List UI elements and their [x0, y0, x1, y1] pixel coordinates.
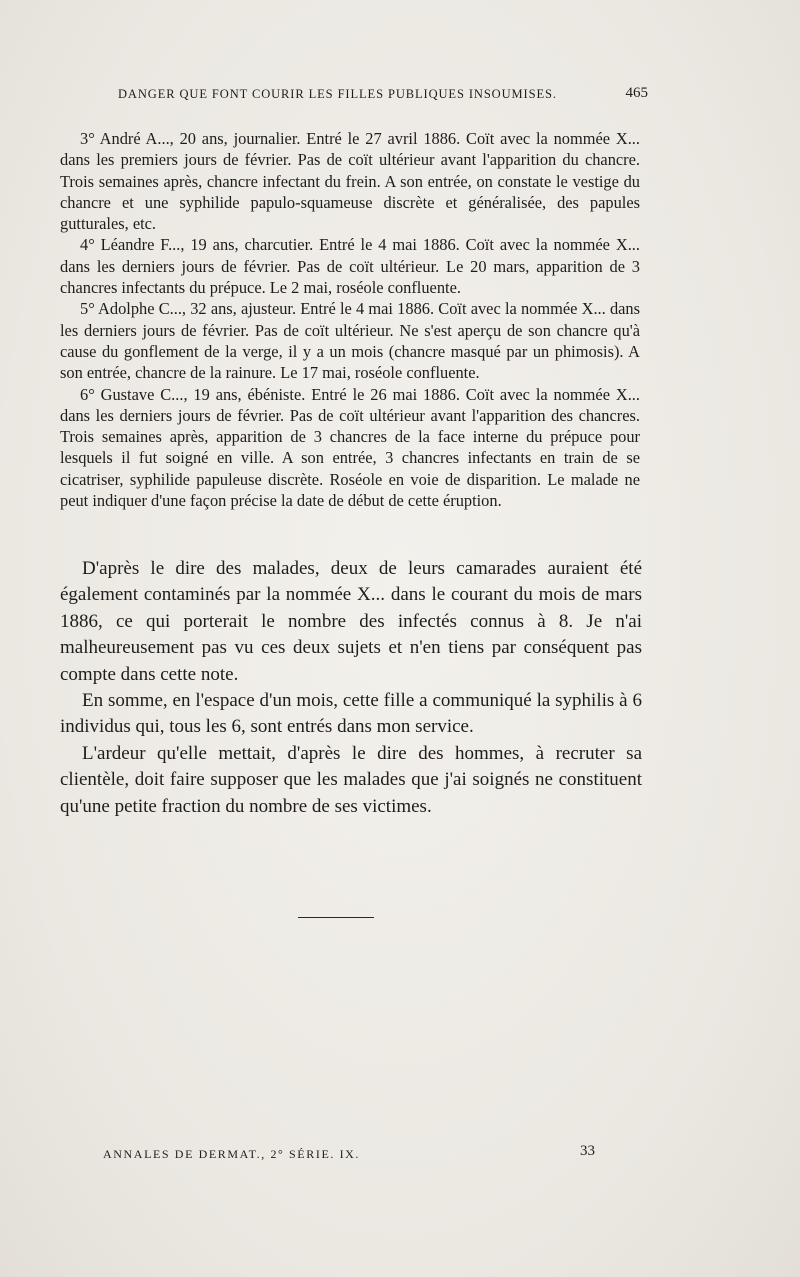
case-5: 5° Adolphe C..., 32 ans, ajusteur. Entré le 4 mai 1886. Coït avec la nommée X... dans les derniers jours de février. Pas de coït ultérieur. Ne s'est aperçu de son chancre qu'à cause du gonflement de la verge, il y a un mois (chancre masqué par un phimosis). A son entrée, chancre de la rainure. Le 17 mai, roséole confluente.: [60, 299, 640, 383]
case-6: 6° Gustave C..., 19 ans, ébéniste. Entré le 26 mai 1886. Coït avec la nommée X... dans les derniers jours de février. Pas de coït ultérieur avant l'apparition des chancres. Trois semaines après, apparition de 3 chancres de la face interne du prépuce pour lesquels il fut soigné en ville. A son entrée, 3 chancres infectants en train de se cicatriser, syphilide papuleuse discrète. Roséole en voie de disparition. Le malade ne peut indiquer d'une façon précise la date de début de cette éruption.: [60, 384, 640, 511]
journal-signature: ANNALES DE DERMAT., 2° SÉRIE. IX.: [103, 1147, 361, 1161]
page-number: 465: [625, 85, 648, 101]
running-head: DANGER QUE FONT COURIR LES FILLES PUBLIQUES INSOUMISES.: [118, 87, 557, 101]
sheet-signature: 33: [580, 1143, 595, 1159]
case-3: 3° André A..., 20 ans, journalier. Entré le 27 avril 1886. Coït avec la nommée X... dans les premiers jours de février. Pas de coït ultérieur avant l'apparition du chancre. Trois semaines après, chancre infectant du frein. A son entrée, on constate le vestige du chancre et une syphilide papulo-squameuse discrète et généralisée, des papules gutturales, etc.: [60, 129, 640, 234]
case-observations: [60, 128, 640, 511]
section-divider: [298, 917, 374, 918]
paragraph-summary: En somme, en l'espace d'un mois, cette fille a communiqué la syphilis à 6 individus qui, tous les 6, sont entrés dans mon service.: [60, 690, 642, 738]
paragraph-conclusion: L'ardeur qu'elle mettait, d'après le dire des hommes, à recruter sa clientèle, doit faire supposer que les malades que j'ai soignés ne constituent qu'une petite fraction du nombre de ses victimes.: [60, 742, 642, 817]
main-text: [60, 556, 642, 820]
paragraph-contamination: D'après le dire des malades, deux de leurs camarades auraient été également contaminés par la nommée X... dans le courant du mois de mars 1886, ce qui porterait le nombre des infectés connus à 8. Je n'ai malheureusement pas vu ces deux sujets et n'en tiens par conséquent pas compte dans cette note.: [60, 558, 642, 685]
page-header: [118, 87, 648, 109]
case-4: 4° Léandre F..., 19 ans, charcutier. Entré le 4 mai 1886. Coït avec la nommée X... dans les derniers jours de février. Pas de coït ultérieur. Le 20 mars, apparition de 3 chancres infectants du prépuce. Le 2 mai, roséole confluente.: [60, 235, 640, 298]
